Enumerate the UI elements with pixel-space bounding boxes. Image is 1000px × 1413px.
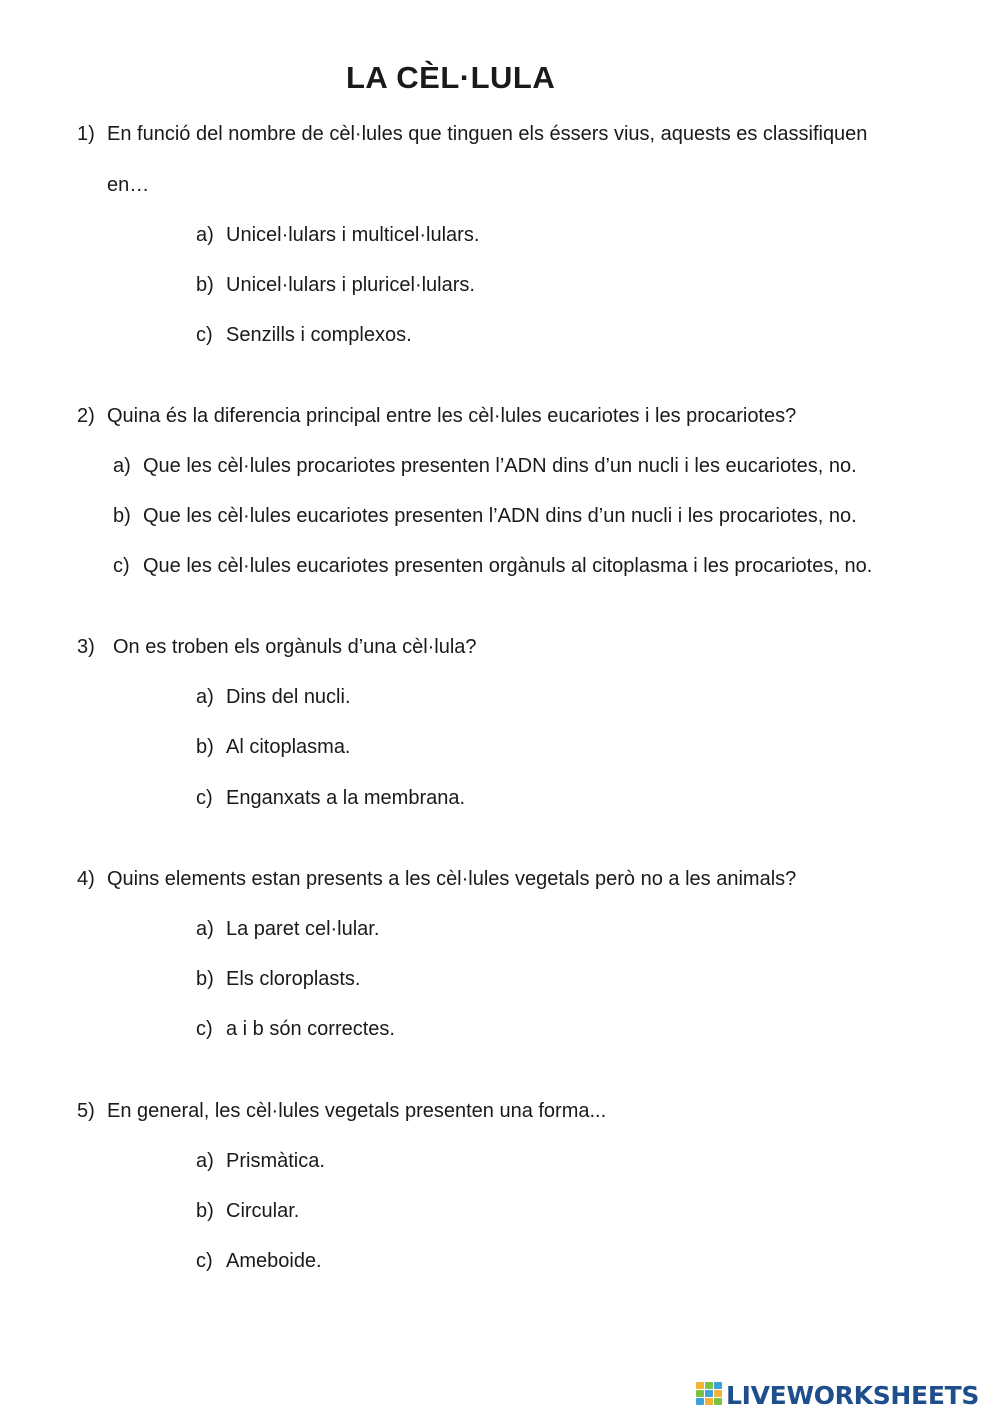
option-text: Els cloroplasts. — [226, 968, 361, 990]
logo-tile — [696, 1382, 704, 1389]
logo-tile — [705, 1390, 713, 1397]
option-text: Prismàtica. — [226, 1150, 325, 1172]
question-number: 3) — [77, 636, 95, 658]
logo-tile — [696, 1398, 704, 1405]
liveworksheets-logo-icon — [696, 1382, 724, 1408]
option-letter: c) — [196, 324, 213, 346]
question-text: Quins elements estan presents a les cèl·lules vegetals però no a les animals? — [107, 868, 797, 890]
option-letter: c) — [196, 1018, 213, 1040]
question-text: Quina és la diferencia principal entre les cèl·lules eucariotes i les procariotes? — [107, 405, 797, 427]
option-letter: b) — [196, 274, 214, 296]
option-letter: a) — [196, 918, 214, 940]
question-number: 5) — [77, 1100, 95, 1122]
option-text: Senzills i complexos. — [226, 324, 412, 346]
option-letter: a) — [196, 1150, 214, 1172]
option-text: La paret cel·lular. — [226, 918, 380, 940]
option-text: Que les cèl·lules procariotes presenten l’ADN dins d’un nucli i les eucariotes, no. — [143, 455, 857, 477]
option-text: Unicel·lulars i multicel·lulars. — [226, 224, 480, 246]
question-number: 4) — [77, 868, 95, 890]
question-number: 1) — [77, 123, 95, 145]
option-letter: b) — [196, 968, 214, 990]
question-text: En general, les cèl·lules vegetals presenten una forma... — [107, 1100, 607, 1122]
logo-tile — [696, 1390, 704, 1397]
option-letter: a) — [196, 686, 214, 708]
option-text: Enganxats a la membrana. — [226, 787, 466, 809]
option-letter: c) — [196, 787, 213, 809]
logo-text: LIVEWORKSHEETS — [726, 1380, 980, 1410]
option-text: Ameboide. — [226, 1250, 322, 1272]
option-text: Dins del nucli. — [226, 686, 351, 708]
option-letter: c) — [113, 555, 130, 577]
liveworksheets-logo[interactable] — [696, 1377, 979, 1413]
question-text: On es troben els orgànuls d’una cèl·lula? — [113, 636, 477, 658]
question-text-continued: en… — [107, 174, 150, 196]
option-letter: a) — [113, 455, 131, 477]
option-text: Al citoplasma. — [226, 736, 351, 758]
option-letter: b) — [113, 505, 131, 527]
option-letter: b) — [196, 736, 214, 758]
logo-tile — [705, 1382, 713, 1389]
option-text: Unicel·lulars i pluricel·lulars. — [226, 274, 475, 296]
logo-tile — [714, 1390, 722, 1397]
question-text: En funció del nombre de cèl·lules que tinguen els éssers vius, aquests es classifiquen — [107, 123, 868, 145]
option-text: a i b són correctes. — [226, 1018, 395, 1040]
option-text: Que les cèl·lules eucariotes presenten orgànuls al citoplasma i les procariotes, no. — [143, 555, 873, 577]
option-text: Que les cèl·lules eucariotes presenten l’ADN dins d’un nucli i les procariotes, no. — [143, 505, 857, 527]
page-title: LA CÈL·LULA — [346, 60, 556, 95]
logo-tile — [705, 1398, 713, 1405]
option-text: Circular. — [226, 1200, 300, 1222]
option-letter: c) — [196, 1250, 213, 1272]
question-number: 2) — [77, 405, 95, 427]
option-letter: b) — [196, 1200, 214, 1222]
logo-tile — [714, 1382, 722, 1389]
option-letter: a) — [196, 224, 214, 246]
logo-tile — [714, 1398, 722, 1405]
